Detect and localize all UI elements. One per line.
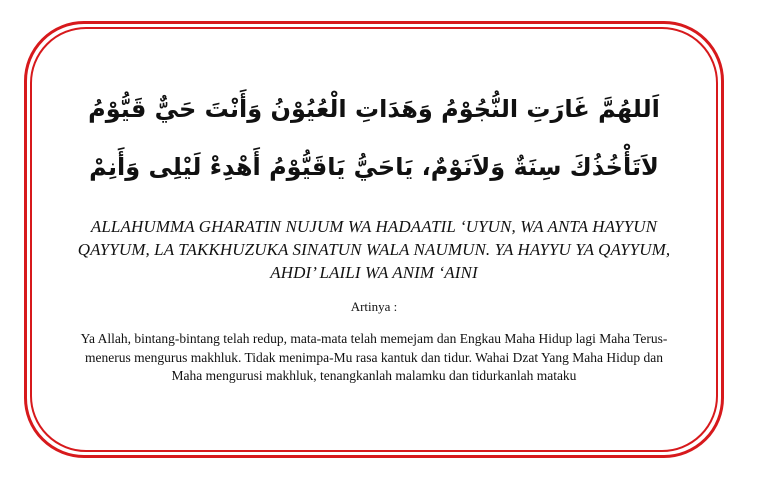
arabic-prayer-text: اَللهُمَّ غَارَتِ النُّجُوْمُ وَهَدَاتِ الْعُيُوْنُ وَأَنْتَ حَيٌّ قَيُّوْمُ لاَتَأْخُذُكَ سِنَةٌ وَلاَنَوْمٌ، يَاحَيُّ يَاقَيُّوْمُ أَهْدِءْ لَيْلِى وَأَنِمْ — [88, 95, 660, 181]
prayer-card — [60, 80, 688, 386]
translation-text: Ya Allah, bintang-bintang telah redup, mata-mata telah memejam dan Engkau Maha Hidup lagi Maha Terus-menerus mengurus makhluk. Tidak menimpa-Mu rasa kantuk dan tidur. Wahai Dzat Yang Maha Hidup dan Maha mengurusi makhluk, tenangkanlah malamku dan tidurkanlah mataku — [80, 331, 668, 383]
artinya-label: Artinya : — [350, 299, 398, 314]
latin-transliteration: ALLAHUMMA GHARATIN NUJUM WA HADAATIL ‘UYUN, WA ANTA HAYYUN QAYYUM, LA TAKKHUZUKA SINATUN WALA NAUMUN. YA HAYYU YA QAYYUM, AHDI’ LAILI WA ANIM ‘AINI — [77, 217, 671, 282]
